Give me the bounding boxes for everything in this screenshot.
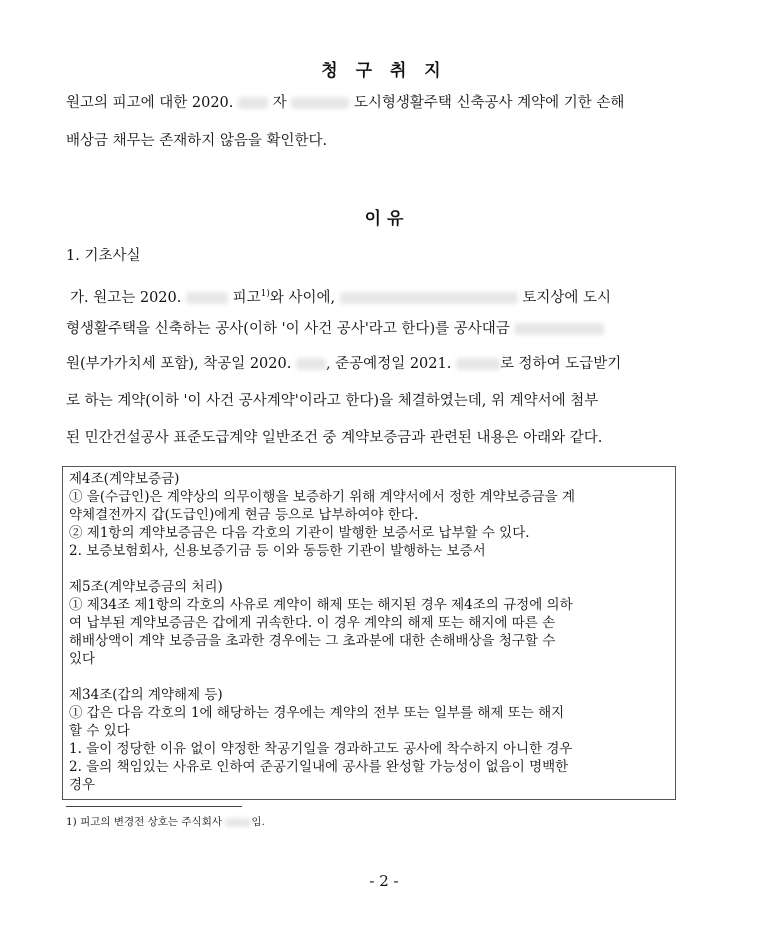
claim-title: 청 구 취 지 (321, 61, 447, 81)
para-line-2-a: 형생활주택을 신축하는 공사(이하 '이 사건 공사'라고 한다)를 공사대금 (66, 321, 510, 337)
claim-line-1-a: 원고의 피고에 대한 2020. (66, 95, 234, 111)
para-line-1 (70, 284, 710, 308)
clause-line: 할 수 있다 (69, 723, 130, 739)
clause-line: 여 납부된 계약보증금은 갑에게 귀속한다. 이 경우 계약의 해제 또는 해지에 따른 손 (69, 615, 556, 631)
clause-line: ① 갑은 다음 각호의 1에 해당하는 경우에는 계약의 전부 또는 일부를 해제 또는 해지 (69, 705, 565, 721)
footnote (66, 814, 265, 829)
clause-line: 약체결전까지 갑(도급인)에게 현금 등으로 납부하여야 한다. (69, 507, 419, 523)
claim-line-2: 배상금 채무는 존재하지 않음을 확인한다. (66, 133, 328, 149)
para-line-3-a: 원(부가가치세 포함), 착공일 2020. (66, 356, 292, 372)
reason-title-text: 이 유 (364, 209, 404, 229)
reason-title (0, 204, 768, 229)
para-line-4: 로 하는 계약(이하 '이 사건 공사계약'이라고 한다)을 체결하였는데, 위 계약서에 첨부 (66, 393, 599, 409)
section-heading: 1. 기초사실 (66, 248, 141, 264)
redacted-company (225, 818, 251, 827)
clause-line: 제4조(계약보증금) (69, 471, 180, 487)
redacted-address (340, 292, 518, 304)
clause-line: ① 제34조 제1항의 각호의 사유로 계약이 해제 또는 해지된 경우 제4조의 규정에 의하 (69, 597, 573, 613)
redacted-date (296, 358, 326, 370)
clause-line: 제5조(계약보증금의 처리) (69, 579, 223, 595)
para-line-1-d: 토지상에 도시 (522, 289, 611, 306)
footnote-text-b: 임. (251, 816, 265, 828)
clause-line: 제34조(갑의 계약해제 등) (69, 687, 223, 703)
claim-line-1-c: 도시형생활주택 신축공사 계약에 기한 손해 (353, 95, 625, 111)
clause-line: 해배상액이 계약 보증금을 초과한 경우에는 그 초과분에 대한 손해배상을 청구할 수 (69, 633, 556, 649)
para-line-3 (66, 354, 706, 374)
footnote-ref: 1) (260, 289, 270, 299)
redacted-name (291, 97, 349, 109)
footnote-divider (66, 806, 242, 807)
redacted-date (238, 97, 268, 109)
clause-line: 있다 (69, 651, 96, 667)
claim-line-1-b: 자 (272, 95, 287, 111)
redacted-date (456, 358, 500, 370)
clause-line: 2. 을의 책임있는 사유로 인하여 준공기일내에 공사를 완성할 가능성이 없음이 명백한 (69, 759, 569, 775)
clause-line: 경우 (69, 777, 96, 793)
page-number: - 2 - (369, 872, 399, 890)
para-line-2 (66, 319, 706, 339)
claim-line-1 (66, 93, 706, 113)
para-line-1-a: 가. 원고는 2020. (70, 289, 182, 306)
redacted-amount (514, 323, 604, 335)
clause-line: ② 제1항의 계약보증금은 다음 각호의 기관이 발행한 보증서로 납부할 수 있다. (69, 525, 530, 541)
footnote-text-a: 1) 피고의 변경전 상호는 주식회사 (66, 816, 222, 828)
clause-line: ① 을(수급인)은 계약상의 의무이행을 보증하기 위해 계약서에서 정한 계약보증금을 계 (69, 489, 576, 505)
contract-clause-box (62, 466, 676, 800)
clause-line: 1. 을이 정당한 이유 없이 약정한 착공기일을 경과하고도 공사에 착수하지 아니한 경우 (69, 741, 573, 757)
para-line-5: 된 민간건설공사 표준도급계약 일반조건 중 계약보증금과 관련된 내용은 아래와 같다. (66, 430, 603, 446)
redacted-date (186, 292, 228, 304)
para-line-1-c: 와 사이에, (269, 289, 336, 306)
clause-line: 2. 보증보험회사, 신용보증기금 등 이와 동등한 기관이 발행하는 보증서 (69, 543, 486, 559)
para-line-3-b: , 준공예정일 2021. (325, 356, 452, 372)
para-line-1-b: 피고 (232, 289, 261, 306)
para-line-3-c: 로 정하여 도급받기 (499, 356, 622, 372)
